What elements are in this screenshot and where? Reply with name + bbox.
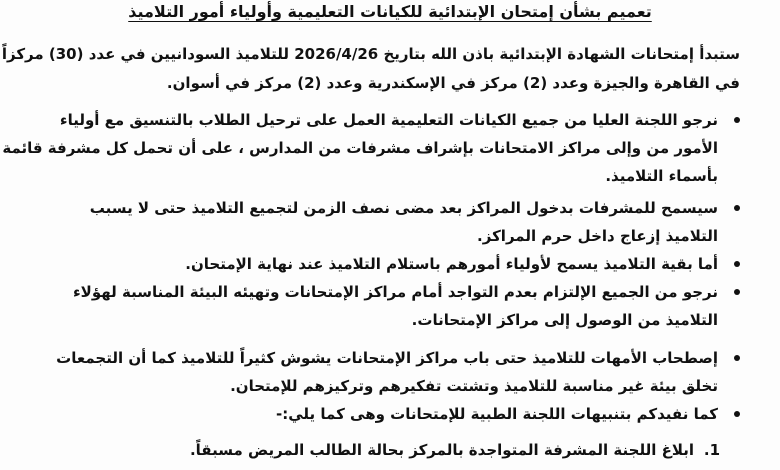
instruction-item bbox=[2, 106, 742, 190]
bullet-icon bbox=[734, 411, 740, 417]
instruction-item bbox=[52, 250, 742, 278]
instruction-item bbox=[52, 278, 742, 334]
medical-note-number: 1. bbox=[703, 441, 720, 459]
medical-note-text: ابلاغ اللجنة المشرفة المتواجدة بالمركز بحالة الطالب المريض مسبقاً. bbox=[189, 441, 694, 459]
bullet-icon bbox=[734, 355, 740, 361]
intro-paragraph bbox=[1, 40, 740, 98]
document-title bbox=[120, 2, 660, 21]
instruction-line: تخلق بيئة غير مناسبة للتلاميذ وتشتت تفكيرهم وتركيزهم للإمتحان. bbox=[230, 377, 718, 395]
instruction-line: نرجو من الجميع الإلتزام بعدم التواجد أمام مراكز الإمتحانات وتهيئه البيئة المناسبة لهؤلاء bbox=[73, 283, 718, 301]
instructions-list bbox=[2, 106, 742, 464]
bullet-icon bbox=[734, 205, 740, 211]
intro-line: في القاهرة والجيزة وعدد (2) مركز في الإسكندرية وعدد (2) مركز في أسوان. bbox=[166, 74, 740, 92]
bullet-icon bbox=[734, 289, 740, 295]
instruction-item bbox=[52, 344, 742, 400]
instruction-line: أما بقية التلاميذ يسمح لأولياء أمورهم باستلام التلاميذ عند نهاية الإمتحان. bbox=[185, 255, 718, 273]
instruction-line: بأسماء التلاميذ. bbox=[605, 167, 718, 185]
instruction-item bbox=[52, 400, 742, 428]
instruction-line: نرجو اللجنة العليا من جميع الكيانات التعليمية العمل على ترحيل الطلاب بالتنسيق مع أولياء bbox=[59, 111, 718, 129]
bullet-icon bbox=[734, 117, 740, 123]
intro-line: ستبدأ إمتحانات الشهادة الإبتدائية باذن الله بتاريخ 2026/4/26 للتلاميذ السودانيين في عدد (30) مركزاً bbox=[1, 45, 740, 63]
medical-note-item bbox=[52, 436, 742, 464]
bullet-icon bbox=[734, 261, 740, 267]
instruction-item bbox=[52, 194, 742, 250]
instruction-line: سيسمح للمشرفات بدخول المراكز بعد مضى نصف الزمن لتجميع التلاميذ حتى لا يسبب bbox=[89, 199, 718, 217]
instruction-line: إصطحاب الأمهات للتلاميذ حتى باب مراكز الإمتحانات يشوش كثيراً للتلاميذ كما أن التجمعات bbox=[56, 349, 718, 367]
instruction-line: الأمور من وإلى مراكز الامتحانات بإشراف مشرفات من المدارس ، على أن تحمل كل مشرفة قائمة bbox=[2, 139, 718, 157]
instruction-line: التلاميذ إزعاج داخل حرم المراكز. bbox=[477, 227, 718, 245]
instruction-line: كما نفيدكم بتنبيهات اللجنة الطبية للإمتحانات وهى كما يلي:- bbox=[276, 405, 718, 423]
document-title-text: تعميم بشأن إمتحان الإبتدائية للكيانات التعليمية وأولياء أمور التلاميذ bbox=[128, 2, 652, 21]
instruction-line: التلاميذ من الوصول إلى مراكز الإمتحانات. bbox=[411, 311, 718, 329]
